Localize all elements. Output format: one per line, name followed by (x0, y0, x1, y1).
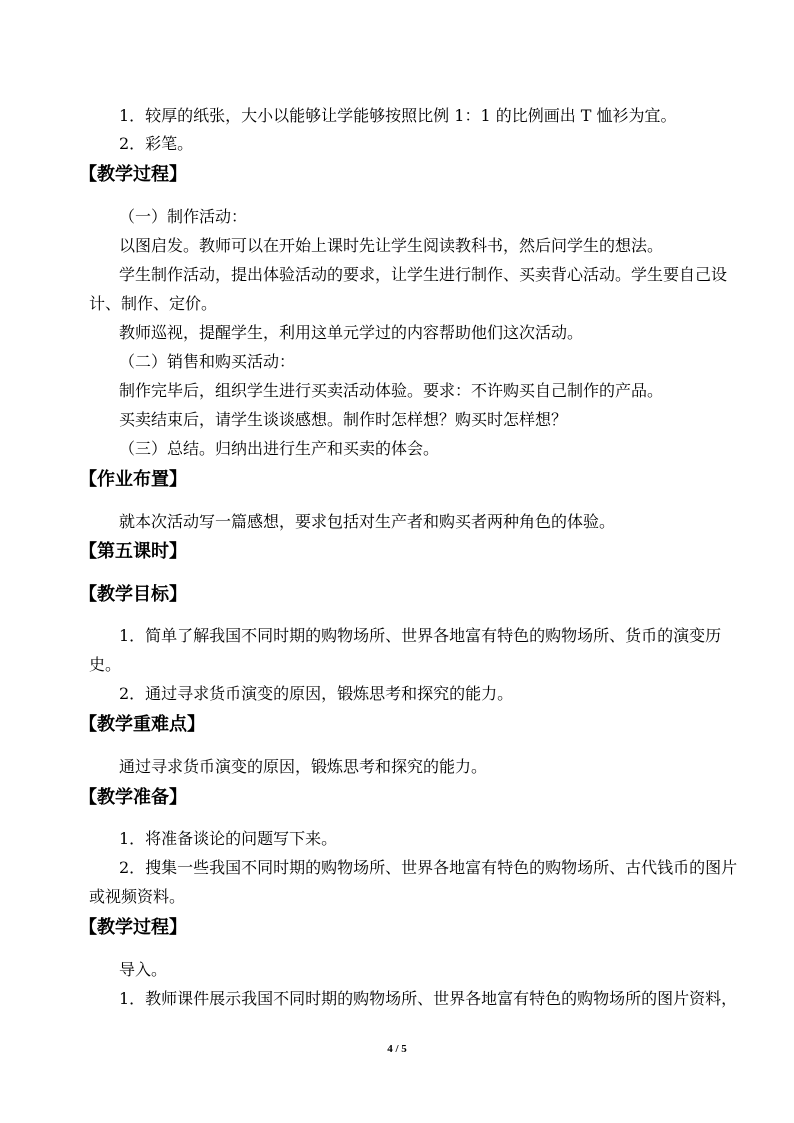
text-line: 2．通过寻求货币演变的原因，锻炼思考和探究的能力。 (119, 684, 514, 703)
text-line: 通过寻求货币演变的原因，锻炼思考和探究的能力。 (119, 757, 488, 776)
text-line: 1．教师课件展示我国不同时期的购物场所、世界各地富有特色的购物场所的图片资料， (119, 989, 738, 1008)
text-line: 1．较厚的纸张，大小以能够让学能够按照比例 1：1 的比例画出 T 恤衫为宜。 (119, 106, 677, 125)
text-line: 导入。 (119, 960, 168, 979)
text-line: （二）销售和购买活动： (119, 352, 296, 371)
text-line: （三）总结。归纳出进行生产和买卖的体会。 (119, 439, 440, 458)
text-line: 学生制作活动，提出体验活动的要求，让学生进行制作、买卖背心活动。学生要自己设 (119, 265, 728, 284)
text-line: 计、制作、定价。 (89, 294, 218, 313)
text-line: 以图启发。教师可以在开始上课时先让学生阅读教科书，然后问学生的想法。 (119, 236, 664, 255)
text-line: 1．将准备谈论的问题写下来。 (119, 829, 338, 848)
text-line: 1．简单了解我国不同时期的购物场所、世界各地富有特色的购物场所、货币的演变历 (119, 626, 722, 645)
text-line: 史。 (89, 655, 122, 674)
section-heading: 【作业布置】 (79, 469, 187, 490)
section-heading: 【教学准备】 (79, 787, 187, 808)
page-number: 4 / 5 (387, 1043, 407, 1055)
text-line: 教师巡视，提醒学生，利用这单元学过的内容帮助他们这次活动。 (119, 323, 584, 342)
section-heading: 【教学过程】 (79, 164, 187, 185)
text-line: 制作完毕后，组织学生进行买卖活动体验。要求：不许购买自己制作的产品。 (119, 381, 664, 400)
text-line: 2．搜集一些我国不同时期的购物场所、世界各地富有特色的购物场所、古代钱币的图片 (119, 858, 738, 877)
section-heading: 【教学目标】 (79, 584, 187, 605)
text-line: 2．彩笔。 (119, 134, 194, 153)
text-line: 或视频资料。 (89, 887, 186, 906)
section-heading: 【教学重难点】 (79, 714, 205, 735)
text-line: （一）制作活动： (119, 207, 248, 226)
text-line: 就本次活动写一篇感想，要求包括对生产者和购买者两种角色的体验。 (119, 512, 616, 531)
section-heading: 【教学过程】 (79, 917, 187, 938)
section-heading: 【第五课时】 (79, 541, 187, 562)
text-line: 买卖结束后，请学生谈谈感想。制作时怎样想？购买时怎样想？ (119, 410, 568, 429)
